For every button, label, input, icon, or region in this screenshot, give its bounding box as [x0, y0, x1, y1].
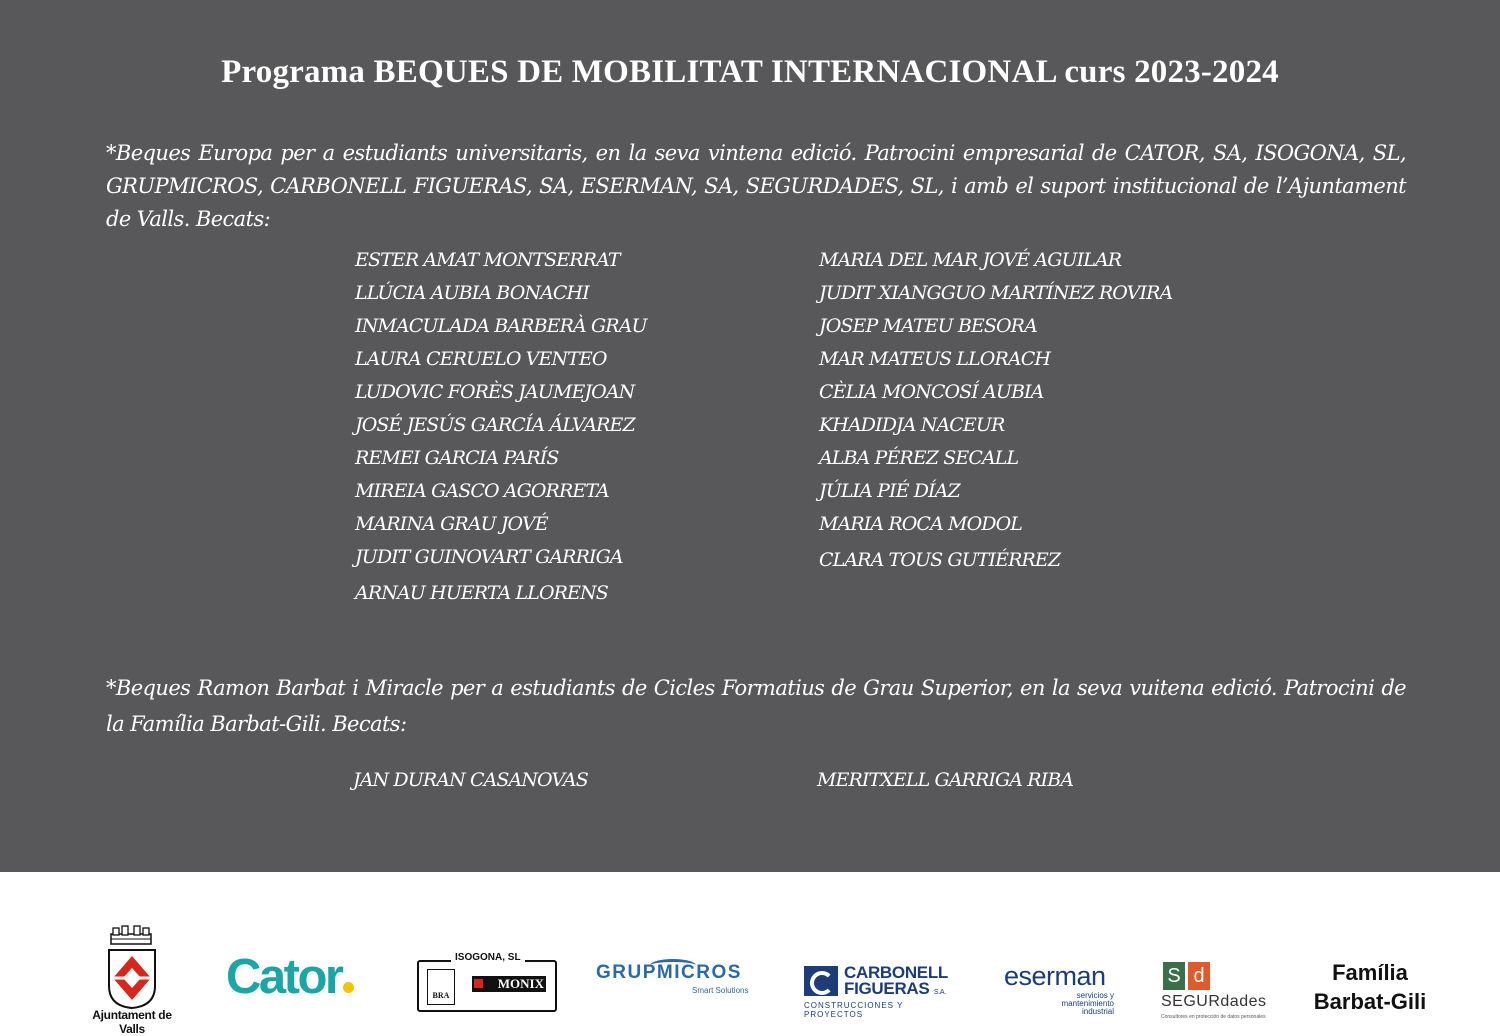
recipient-name: INMACULADA BARBERÀ GRAU [355, 315, 647, 337]
grupmicros-wordmark: GRUPMICROS [596, 962, 742, 983]
eserman-tagline-3: industrial [1081, 1007, 1114, 1016]
recipient-name: CÈLIA MONCOSÍ AUBIA [819, 381, 1044, 403]
recipient-name: JOSÉ JESÚS GARCÍA ÁLVAREZ [355, 414, 635, 436]
figueras-word [844, 980, 946, 1001]
familia-line-1: Família [1332, 960, 1408, 985]
grupmicros-arc [650, 959, 696, 972]
recipient-name: LAURA CERUELO VENTEO [355, 348, 607, 370]
recipient-name: ALBA PÉREZ SECALL [819, 447, 1019, 469]
ajuntament-valls-logo [78, 922, 186, 1036]
grupmicros-tagline: Smart Solutions [692, 986, 749, 995]
cator-logo [226, 952, 386, 1002]
cator-dot [343, 982, 354, 993]
recipient-name: MARIA ROCA MODOL [819, 513, 1022, 535]
ajuntament-caption: Ajuntament de Valls [92, 1008, 172, 1036]
recipient-name: MARINA GRAU JOVÉ [355, 513, 548, 535]
recipient-name: LLÚCIA AUBIA BONACHI [355, 282, 589, 304]
recipient-name: REMEI GARCIA PARÍS [355, 447, 559, 469]
recipient-name: JÚLIA PIÉ DÍAZ [819, 480, 960, 502]
recipient-name: MERITXELL GARRIGA RIBA [817, 769, 1074, 791]
recipient-name: MIREIA GASCO AGORRETA [355, 480, 609, 502]
shield-icon [107, 948, 157, 1010]
recipient-name: ESTER AMAT MONTSERRAT [355, 249, 620, 271]
page-title: Programa BEQUES DE MOBILITAT INTERNACIONAL curs 2023-2024 [221, 54, 1279, 90]
recipient-name: ARNAU HUERTA LLORENS [355, 582, 608, 604]
recipient-name: JOSEP MATEU BESORA [819, 315, 1037, 337]
monix-logo [472, 976, 546, 992]
carbonell-sa: S.A. [933, 989, 946, 996]
recipient-name: MARIA DEL MAR JOVÉ AGUILAR [819, 249, 1122, 271]
isogona-logo [417, 952, 557, 1010]
monix-mark [474, 979, 483, 988]
recipient-name: LUDOVIC FORÈS JAUMEJOAN [355, 381, 635, 403]
recipient-name: JUDIT XIANGGUO MARTÍNEZ ROVIRA [819, 282, 1173, 304]
carbonell-word: CARBONELL [844, 963, 949, 982]
barbat-intro-text: *Beques Ramon Barbat i Miracle per a estudiants de Cicles Formatius de Grau Superior, en la seva vuitena edició. Patrocini de la Família Barbat-Gili. Becats: [106, 676, 1406, 736]
carbonell-tagline: CONSTRUCCIONES Y PROYECTOS [804, 1001, 904, 1019]
eserman-tagline [1062, 992, 1114, 1016]
recipient-name: MAR MATEUS LLORACH [819, 348, 1051, 370]
isogona-label: ISOGONA, SL [451, 952, 525, 963]
europa-intro-text: *Beques Europa per a estudiants universitaris, en la seva vintena edició. Patrocini empresarial de CATOR, SA, ISOGONA, SL, GRUPMICROS, CARBONELL FIGUERAS, SA, ESERMAN, SA, SEGURDADES, SL, i amb el suport institucional de l’Ajuntament de Valls. Becats: [106, 141, 1406, 231]
bra-logo: BRA [427, 969, 455, 1005]
figueras-text: FIGUERAS [844, 979, 930, 998]
familia-barbat-gili-logo [1300, 958, 1440, 1018]
recipient-name: CLARA TOUS GUTIÉRREZ [819, 549, 1061, 571]
monix-wordmark: MONIX [497, 976, 544, 991]
europa-recipients-col1 [355, 244, 647, 610]
eserman-logo [1004, 962, 1114, 1018]
segurdades-tagline: Consultores en protección de datos personales [1161, 1014, 1266, 1020]
carbonell-figueras-logo [804, 963, 960, 1019]
grupmicros-logo [596, 962, 766, 1008]
sponsor-logos-bar [0, 872, 1500, 1036]
crown-icon [109, 924, 153, 946]
familia-line-2: Barbat-Gili [1313, 989, 1427, 1014]
barbat-recipients-col1 [353, 764, 588, 797]
segur-d-mark: d [1188, 962, 1210, 990]
carbonell-mark [804, 966, 838, 996]
recipient-name: KHADIDJA NACEUR [819, 414, 1005, 436]
eserman-tagline-1: servicios y [1076, 991, 1114, 1000]
barbat-recipients-col2 [817, 764, 1073, 797]
segur-s-mark: S [1163, 962, 1185, 990]
cator-wordmark: Cator [226, 950, 342, 1004]
recipient-name: JUDIT GUINOVART GARRIGA [355, 546, 623, 568]
recipient-name: JAN DURAN CASANOVAS [353, 769, 588, 791]
segurdades-wordmark: SEGURdades [1161, 993, 1267, 1010]
eserman-tagline-2: mantenimiento [1061, 999, 1114, 1008]
europa-recipients-col2 [819, 244, 1172, 577]
eserman-wordmark: eserman [1004, 961, 1106, 991]
segurdades-logo [1161, 960, 1273, 1022]
